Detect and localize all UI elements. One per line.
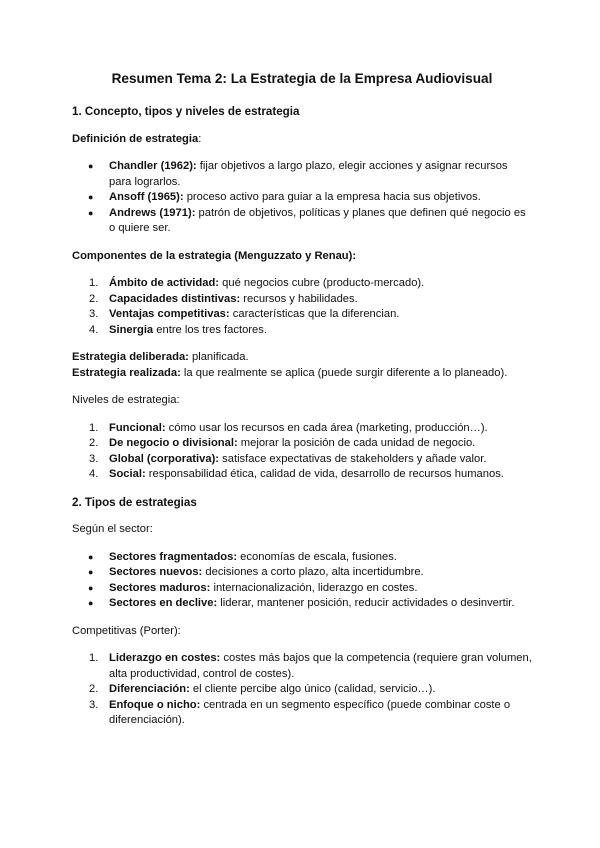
definitions-list [72, 159, 532, 237]
sector-heading: Según el sector: [72, 523, 153, 535]
list-item: ● Sectores nuevos: decisiones a corto plazo, alta incertidumbre. [72, 565, 532, 581]
levels-heading: Niveles de estrategia: [72, 394, 180, 406]
list-item: 4. Sinergia entre los tres factores. [89, 323, 267, 336]
list-item: 2. Diferenciación: el cliente percibe algo único (calidad, servicio…). [89, 683, 436, 695]
list-item: 2. De negocio o divisional: mejorar la posición de cada unidad de negocio. [89, 437, 476, 449]
list-item: 1. Funcional: cómo usar los recursos en cada área (marketing, producción…). [89, 421, 488, 434]
sectors-list [72, 550, 532, 612]
section-2-heading: 2. Tipos de estrategias [72, 495, 197, 509]
components-heading: Componentes de la estrategia (Menguzzato y Renau): [72, 249, 357, 262]
section-1-heading: 1. Concepto, tipos y niveles de estrategia [72, 105, 300, 118]
components-list [72, 276, 532, 338]
document-title: Resumen Tema 2: La Estrategia de la Empresa Audiovisual [111, 71, 493, 86]
list-item: ● Sectores fragmentados: economías de escala, fusiones. [72, 550, 532, 566]
list-item: 3. Ventajas competitivas: características que la diferencian. [89, 308, 400, 320]
list-item: 3. Global (corporativa): satisface expectativas de stakeholders y añade valor. [89, 452, 487, 465]
levels-list [72, 421, 532, 483]
list-item: ● Sectores maduros: internacionalización, liderazgo en costes. [72, 581, 532, 597]
list-item: ● Chandler (1962): fijar objetivos a largo plazo, elegir acciones y asignar recursos para lograrlos. [72, 159, 532, 190]
list-item: 1. Ámbito de actividad: qué negocios cubre (producto-mercado). [89, 277, 425, 289]
competitive-heading: Competitivas (Porter): [72, 624, 181, 637]
list-item: ● Sectores en declive: liderar, mantener posición, reducir actividades o desinvertir. [72, 596, 532, 612]
list-item: ● Andrews (1971): patrón de objetivos, políticas y planes que definen qué negocio es o quiere ser. [72, 206, 532, 237]
list-item: 2. Capacidades distintivas: recursos y habilidades. [89, 292, 358, 305]
deliberate-strategy: Estrategia deliberada: planificada. [72, 351, 249, 363]
list-item: 4. Social: responsabilidad ética, calidad de vida, desarrollo de recursos humanos. [89, 468, 504, 480]
list-item: ● Ansoff (1965): proceso activo para guiar a la empresa hacia sus objetivos. [72, 190, 532, 206]
realized-strategy: Estrategia realizada: la que realmente se aplica (puede surgir diferente a lo planeado). [72, 366, 508, 379]
definition-label: Definición de estrategia [72, 132, 199, 145]
document-page [72, 70, 532, 729]
list-item: 1. Liderazgo en costes: costes más bajos que la competencia (requiere gran volumen, alta productividad, control de costes). [89, 652, 532, 680]
definition-heading: Definición de estrategia: [72, 132, 202, 145]
competitive-list [72, 651, 532, 729]
list-item: 3. Enfoque o nicho: centrada en un segmento específico (puede combinar coste o diferenciación). [89, 698, 511, 726]
